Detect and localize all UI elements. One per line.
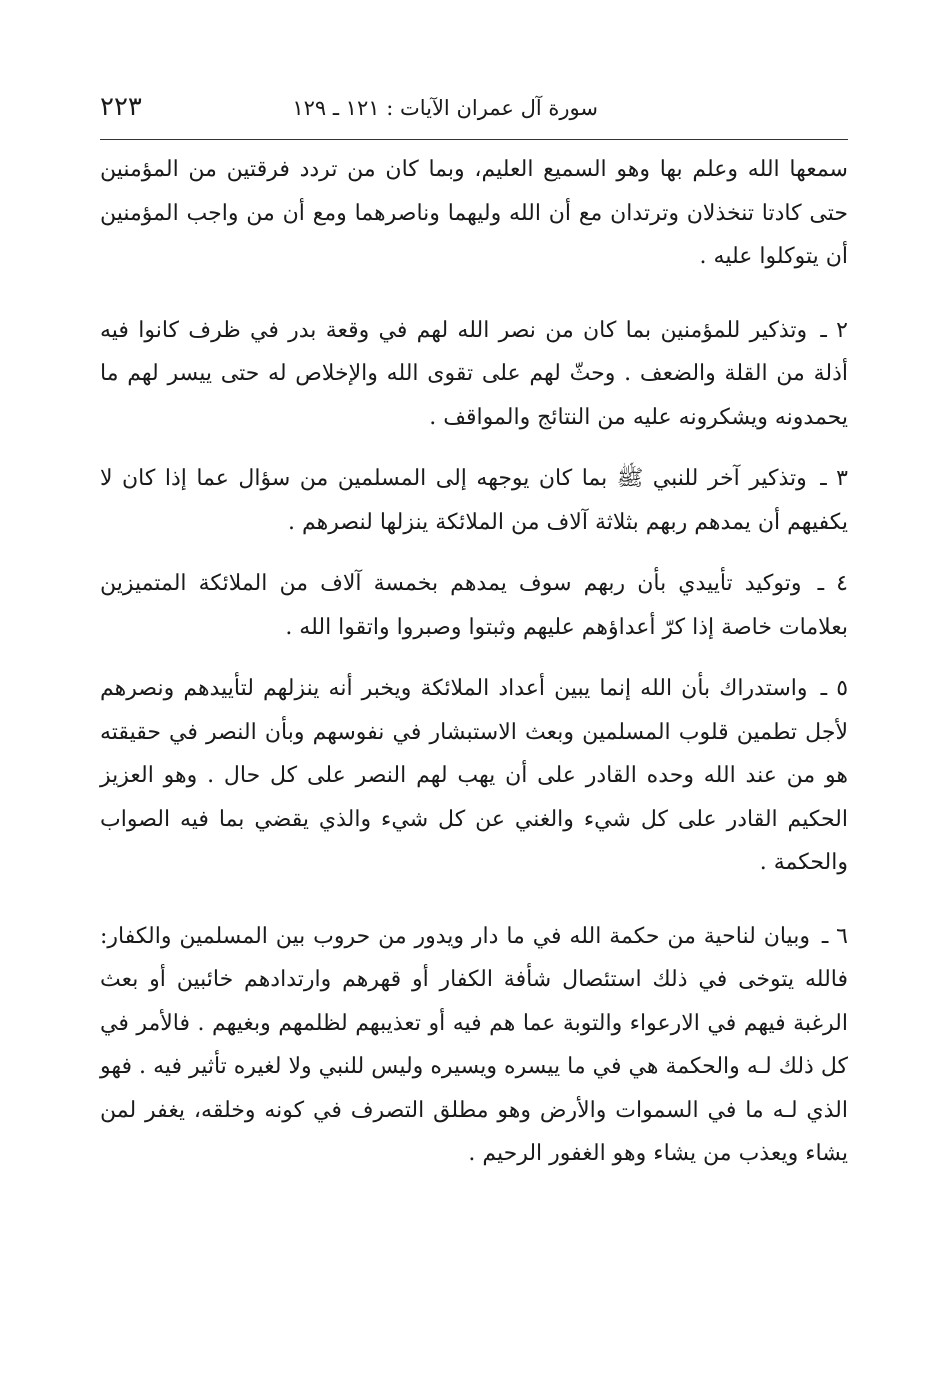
paragraph-2	[100, 309, 848, 440]
page-body	[100, 148, 848, 1176]
paragraph-1	[100, 148, 848, 279]
paragraph-6	[100, 915, 848, 1176]
header-divider	[100, 139, 848, 140]
paragraph-text: وتذكير آخر للنبي ﷺ بما كان يوجهه إلى المسلمين من سؤال عما إذا كان لا يكفيهم أن يمدهم ربهم بثلاثة آلاف من الملائكة ينزلها لنصرهم .	[100, 466, 848, 535]
paragraph-3	[100, 457, 848, 544]
paragraph-text: واستدراك بأن الله إنما يبين أعداد الملائكة ويخبر أنه ينزلهم لتأييدهم ونصرهم لأجل تطمين قلوب المسلمين وبعث الاستبشار في نفوسهم وبأن النصر في حقيقته هو من عند الله وحده القادر على أن يهب لهم النصر على كل حال . وهو العزيز الحكيم القادر على كل شيء والغني عن كل شيء والذي يقضي بما فيه الصواب والحكمة .	[100, 676, 848, 875]
page-header	[100, 92, 848, 132]
paragraph-text: سمعها الله وعلم بها وهو السميع العليم، وبما كان من تردد فرقتين من المؤمنين حتى كادتا تنخذلان وترتدان مع أن الله وليهما وناصرهما ومع أن من واجب المؤمنين أن يتوكلوا عليه .	[100, 157, 848, 269]
paragraph-number: ٥ ـ	[820, 676, 849, 701]
paragraph-number: ٣ ـ	[820, 466, 848, 491]
page-number: ٢٢٣	[100, 92, 142, 122]
paragraph-number: ٤ ـ	[817, 571, 848, 596]
paragraph-number: ٢ ـ	[820, 317, 848, 343]
paragraph-number: ٦ ـ	[821, 923, 848, 949]
paragraph-text: وتوكيد تأييدي بأن ربهم سوف يمدهم بخمسة آلاف من الملائكة المتميزين بعلامات خاصة إذا كرّ أعداؤهم عليهم وثبتوا وصبروا واتقوا الله .	[100, 571, 848, 640]
paragraph-4	[100, 562, 848, 649]
paragraph-text: وتذكير للمؤمنين بما كان من نصر الله لهم في وقعة بدر في ظرف كانوا فيه أذلة من القلة والضعف . وحثّ لهم على تقوى الله والإخلاص له حتى ييسر لهم ما يحمدونه ويشكرونه عليه من النتائج والمواقف .	[100, 317, 848, 430]
paragraph-text: وبيان لناحية من حكمة الله في ما دار ويدور من حروب بين المسلمين والكفار: فالله يتوخى في ذلك استئصال شأفة الكفار أو قهرهم وارتدادهم خائبين أو بعث الرغبة فيهم في الارعواء والتوبة عما هم فيه أو تعذيبهم لظلمهم وبغيهم . فالأمر في كل ذلك لـه والحكمة هي في ما ييسره ويسيره وليس للنبي ولا لغيره تأثير فيه . فهو الذي لـه ما في السموات والأرض وهو مطلق التصرف في كونه وخلقه، يغفر لمن يشاء ويعذب من يشاء وهو الغفور الرحيم .	[100, 923, 848, 1166]
paragraph-5	[100, 667, 848, 885]
surah-title: سورة آل عمران الآيات : ١٢١ ـ ١٢٩	[292, 96, 598, 120]
